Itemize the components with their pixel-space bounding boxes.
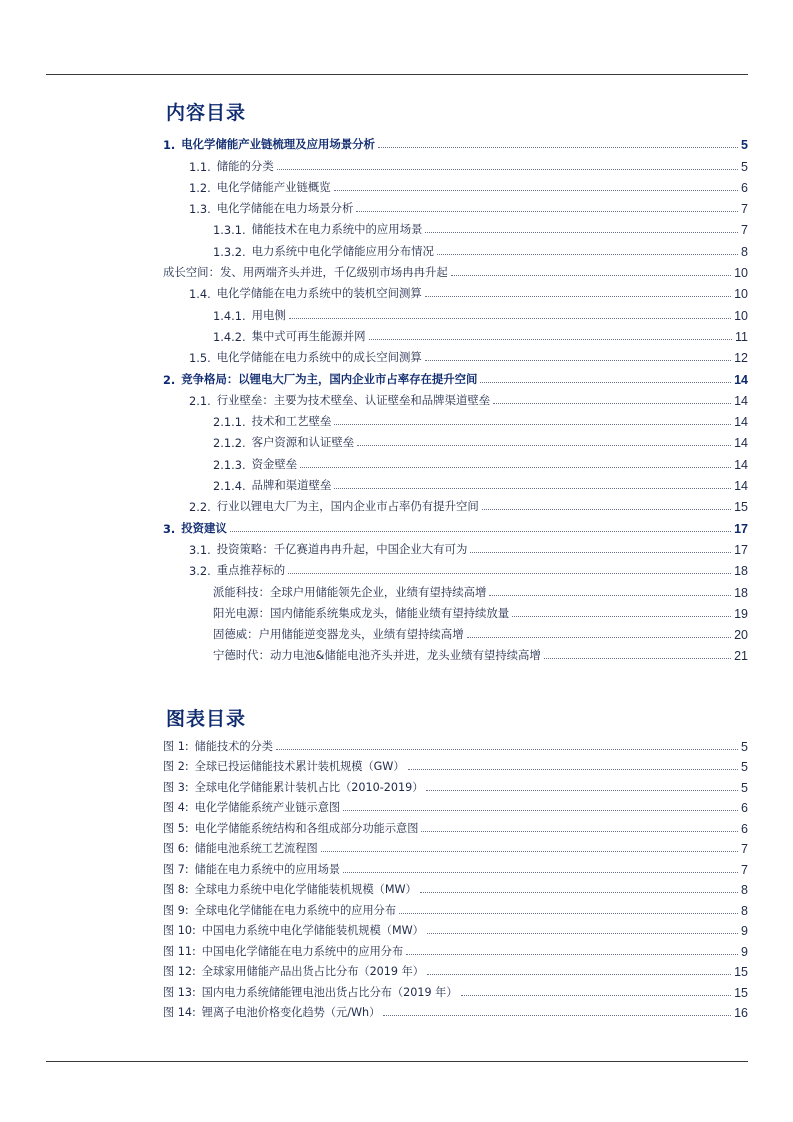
toc-entry-leader — [437, 254, 738, 255]
toc-entry-text: 固德威：户用储能逆变器龙头，业绩有望持续高增 — [213, 627, 464, 642]
toc-entry-page: 21 — [734, 649, 748, 664]
toc-entry-leader — [512, 616, 731, 617]
figure-entry[interactable] — [163, 979, 748, 1000]
figure-entry-page: 9 — [741, 944, 748, 959]
figure-entry-number: 图 9: — [163, 903, 189, 917]
toc-entry-number: 2.1.1. — [213, 415, 246, 430]
toc-entry-leader — [356, 211, 738, 212]
toc-entry[interactable] — [163, 280, 748, 301]
toc-entry-page: 8 — [741, 244, 748, 259]
toc-entry-page: 5 — [741, 138, 748, 153]
toc-entry-leader — [369, 339, 732, 340]
figure-entry-leader — [420, 892, 738, 893]
figure-entry-number: 图 12: — [163, 965, 196, 978]
toc-entry[interactable] — [163, 195, 748, 216]
toc-entry-text: 成长空间：发、用两端齐头并进，千亿级别市场冉冉升起 — [163, 265, 448, 280]
toc-entry-leader — [451, 275, 731, 276]
figure-entry[interactable] — [163, 959, 748, 980]
toc-entry-leader — [482, 509, 731, 510]
figure-entry-leader — [343, 872, 738, 873]
toc-entry-text: 行业壁垒：主要为技术壁垒、认证壁垒和品牌渠道壁垒 — [216, 392, 491, 407]
toc-entry-text: 行业以锂电大厂为主，国内企业市占率仍有提升空间 — [216, 499, 479, 514]
toc-entry-page: 14 — [734, 457, 748, 472]
figure-entry[interactable] — [163, 795, 748, 816]
figure-entry-leader — [406, 954, 738, 955]
toc-entry[interactable] — [163, 621, 748, 642]
toc-entry-leader — [467, 637, 731, 638]
toc-entry-page: 18 — [734, 585, 748, 600]
toc-entry-number: 1.3.2. — [213, 244, 246, 259]
toc-entry[interactable] — [163, 152, 748, 173]
figure-entry-leader — [427, 933, 738, 934]
toc-entry-text: 电力系统中电化学储能应用分布情况 — [251, 243, 434, 258]
figure-entry[interactable] — [163, 897, 748, 918]
toc-entry[interactable] — [163, 344, 748, 365]
toc-entry-page: 10 — [734, 287, 748, 302]
figure-entry[interactable] — [163, 938, 748, 959]
toc-entry-number: 1.3.1. — [213, 223, 246, 238]
toc-entry-text: 阳光电源：国内储能系统集成龙头，储能业绩有望持续放量 — [213, 605, 510, 620]
toc-entry-leader — [300, 467, 731, 468]
figure-entry-leader — [343, 810, 738, 811]
figure-entry-page: 6 — [741, 801, 748, 815]
toc-entry-number: 3.1. — [189, 542, 211, 557]
figure-entry-number: 图 11: — [163, 944, 196, 958]
figure-entry-text: 中国电化学储能在电力系统中的应用分布 — [201, 944, 404, 958]
toc-entry-leader — [230, 531, 731, 532]
toc-entry-page: 18 — [734, 564, 748, 579]
toc-entry-leader — [544, 658, 731, 659]
toc-entry-number: 1.3. — [189, 202, 211, 217]
figure-entry-text: 储能在电力系统中的应用场景 — [194, 862, 341, 876]
figure-entry-number: 图 1: — [163, 739, 189, 753]
toc-entry-number: 1.4.2. — [213, 329, 246, 344]
figure-list-title: 图表目录 — [166, 708, 247, 730]
figure-entry-text: 储能技术的分类 — [194, 739, 273, 753]
toc-entry-number: 1.4. — [189, 287, 211, 302]
toc-title: 内容目录 — [166, 102, 247, 124]
figure-entry-number: 图 2: — [163, 760, 189, 773]
toc-entry-page: 10 — [734, 266, 748, 281]
toc-entry-text: 电化学储能产业链梳理及应用场景分析 — [181, 137, 375, 152]
toc-entry[interactable] — [163, 472, 748, 493]
toc-entry[interactable] — [163, 323, 748, 344]
toc-entry-leader — [357, 445, 731, 446]
figure-entry-number: 图 13: — [163, 985, 196, 999]
toc-entry-page: 15 — [734, 500, 748, 515]
toc-entry[interactable] — [163, 174, 748, 195]
figure-entry-number: 图 3: — [163, 780, 189, 794]
toc-entry[interactable] — [163, 131, 748, 152]
figure-entry-text: 全球家用储能产品出货占比分布（2019 年） — [201, 965, 424, 978]
figure-entry-page: 7 — [741, 862, 748, 877]
toc-entry-text: 电化学储能在电力系统中的装机空间测算 — [216, 286, 422, 301]
toc-entry-text: 储能的分类 — [216, 158, 274, 173]
figure-entry-leader — [421, 831, 738, 832]
figure-entry[interactable] — [163, 877, 748, 898]
toc-entry[interactable] — [163, 365, 748, 386]
toc-entry-number: 1. — [163, 138, 176, 153]
toc-entry-leader — [489, 595, 731, 596]
toc-entry[interactable] — [163, 216, 748, 237]
toc-entry-page: 6 — [741, 180, 748, 195]
toc-entry-page: 11 — [735, 329, 748, 344]
toc-entry-number: 2. — [163, 372, 176, 387]
toc-entry-leader — [493, 403, 731, 404]
toc-entry-leader — [334, 488, 731, 489]
figure-entry-leader — [461, 995, 732, 996]
toc-entry-leader — [288, 573, 731, 574]
figure-entry-page: 15 — [734, 985, 748, 1000]
toc-entry[interactable] — [163, 429, 748, 450]
figure-entry-leader — [408, 769, 738, 770]
figure-entry-text: 全球电化学储能在电力系统中的应用分布 — [194, 903, 397, 917]
toc-entry-text: 用电侧 — [251, 307, 286, 322]
figure-entry-number: 图 10: — [163, 924, 196, 937]
toc-entry-leader — [425, 296, 731, 297]
figure-entry-number: 图 8: — [163, 883, 189, 896]
toc-entry-text: 重点推荐标的 — [216, 563, 286, 578]
figure-entry-number: 图 5: — [163, 821, 189, 835]
toc-entry[interactable] — [163, 578, 748, 599]
figure-entry-page: 8 — [741, 903, 748, 918]
toc-entry-number: 1.2. — [189, 180, 211, 195]
figure-entry[interactable] — [163, 836, 748, 857]
toc-entry-text: 电化学储能在电力系统中的成长空间测算 — [216, 350, 422, 365]
toc-entry-leader — [425, 360, 731, 361]
figure-entry-number: 图 14: — [163, 1006, 196, 1019]
figure-entry-text: 中国电力系统中电化学储能装机规模（MW） — [201, 924, 424, 937]
toc-entry-text: 派能科技：全球户用储能领先企业，业绩有望持续高增 — [213, 584, 487, 599]
figure-entry-text: 电化学储能系统结构和各组成部分功能示意图 — [194, 821, 419, 835]
toc-entry[interactable] — [163, 600, 748, 621]
figure-entry[interactable] — [163, 1000, 748, 1021]
toc-entry[interactable] — [163, 642, 748, 663]
toc-entry[interactable] — [163, 557, 748, 578]
figure-entry-page: 7 — [741, 842, 748, 856]
footer-rule — [46, 1061, 748, 1062]
toc-entry-number: 2.1.2. — [213, 436, 246, 451]
figure-entry-page: 5 — [741, 739, 748, 754]
figure-entry-number: 图 4: — [163, 801, 189, 814]
toc-entry-text: 投资策略：千亿赛道冉冉升起，中国企业大有可为 — [216, 541, 468, 556]
figure-entry-text: 全球电力系统中电化学储能装机规模（MW） — [194, 883, 417, 896]
toc-entry-page: 7 — [741, 223, 748, 238]
toc-entry[interactable] — [163, 450, 748, 471]
toc-entry-page: 14 — [734, 479, 748, 494]
toc-entry[interactable] — [163, 237, 748, 258]
toc-entry-text: 储能技术在电力系统中的应用场景 — [251, 222, 423, 237]
figure-entry[interactable] — [163, 754, 748, 775]
toc-entry-page: 14 — [734, 372, 748, 387]
toc-entry-number: 2.2. — [189, 500, 211, 515]
toc-entry-leader — [334, 190, 738, 191]
toc-entry-page: 14 — [734, 436, 748, 451]
toc-entry-text: 客户资源和认证壁垒 — [251, 435, 355, 450]
figure-entry[interactable] — [163, 815, 748, 836]
figure-entry[interactable] — [163, 856, 748, 877]
figure-entry-leader — [426, 790, 738, 791]
figure-entry-leader — [383, 1015, 731, 1016]
toc-entry[interactable] — [163, 301, 748, 322]
toc-entry-page: 20 — [734, 628, 748, 643]
toc-entry-leader — [334, 424, 731, 425]
figure-entry-page: 6 — [741, 821, 748, 836]
toc-entry-page: 17 — [734, 542, 748, 557]
toc-entry-leader — [277, 169, 738, 170]
toc-entry[interactable] — [163, 514, 748, 535]
header-rule — [46, 74, 748, 75]
figure-entry-page: 5 — [741, 780, 748, 795]
toc-entry[interactable] — [163, 493, 748, 514]
toc-entry[interactable] — [163, 259, 748, 280]
toc-entry-text: 宁德时代：动力电池&储能电池齐头并进，龙头业绩有望持续高增 — [213, 648, 541, 663]
toc-entry-page: 19 — [734, 606, 748, 621]
toc-entry-leader — [480, 382, 731, 383]
toc-entry-page: 12 — [734, 351, 748, 366]
toc-entry[interactable] — [163, 387, 748, 408]
toc-entry-number: 2.1.3. — [213, 457, 246, 472]
figure-entry-text: 锂离子电池价格变化趋势（元/Wh） — [201, 1006, 381, 1019]
figure-entry[interactable] — [163, 918, 748, 939]
figure-entry[interactable] — [163, 774, 748, 795]
figure-entry-leader — [276, 749, 738, 750]
figure-entry[interactable] — [163, 733, 748, 754]
toc-entry-number: 3.2. — [189, 564, 211, 579]
toc-entry-number: 1.1. — [189, 159, 211, 174]
figure-entry-leader — [399, 913, 738, 914]
toc-entry[interactable] — [163, 536, 748, 557]
toc-entry-number: 3. — [163, 521, 176, 536]
toc-entry-page: 14 — [734, 415, 748, 430]
figure-entry-number: 图 6: — [163, 842, 189, 855]
figure-entry-text: 国内电力系统储能锂电池出货占比分布（2019 年） — [201, 985, 458, 999]
toc-entry-leader — [378, 147, 738, 148]
toc-entry-leader — [289, 318, 731, 319]
figure-entry-page: 16 — [734, 1006, 748, 1020]
figure-entry-page: 5 — [741, 760, 748, 774]
toc-entry-leader — [470, 552, 731, 553]
toc-entry-leader — [425, 232, 738, 233]
toc-entry-page: 5 — [741, 159, 748, 174]
toc-entry-page: 17 — [734, 521, 748, 536]
toc-entry-text: 品牌和渠道壁垒 — [251, 478, 332, 493]
figure-list — [163, 733, 748, 1020]
figure-entry-page: 15 — [734, 965, 748, 979]
toc-entry-number: 1.5. — [189, 351, 211, 366]
figure-entry-page: 9 — [741, 924, 748, 938]
toc-entry-text: 电化学储能在电力场景分析 — [216, 201, 354, 216]
figure-entry-page: 8 — [741, 883, 748, 897]
toc-entry-text: 电化学储能产业链概览 — [216, 179, 331, 194]
toc-entry-page: 14 — [734, 393, 748, 408]
figure-entry-text: 全球电化学储能累计装机占比（2010-2019） — [194, 780, 424, 794]
toc-entry-number: 2.1.4. — [213, 479, 246, 494]
figure-entry-text: 储能电池系统工艺流程图 — [194, 842, 318, 855]
toc-entry-number: 1.4.1. — [213, 308, 246, 323]
toc-entry-text: 技术和工艺壁垒 — [251, 414, 332, 429]
toc-list — [163, 131, 748, 663]
toc-entry-page: 10 — [734, 308, 748, 323]
toc-entry[interactable] — [163, 408, 748, 429]
figure-entry-text: 电化学储能系统产业链示意图 — [194, 801, 341, 814]
toc-entry-number: 2.1. — [189, 393, 211, 408]
toc-entry-text: 集中式可再生能源并网 — [251, 328, 366, 343]
figure-entry-leader — [427, 974, 731, 975]
toc-entry-text: 竞争格局：以锂电大厂为主，国内企业市占率存在提升空间 — [181, 371, 478, 386]
figure-entry-text: 全球已投运储能技术累计装机规模（GW） — [194, 760, 405, 773]
figure-entry-number: 图 7: — [163, 862, 189, 876]
toc-entry-page: 7 — [741, 202, 748, 217]
figure-entry-leader — [321, 851, 738, 852]
toc-entry-text: 资金壁垒 — [251, 456, 298, 471]
toc-entry-text: 投资建议 — [181, 520, 227, 535]
